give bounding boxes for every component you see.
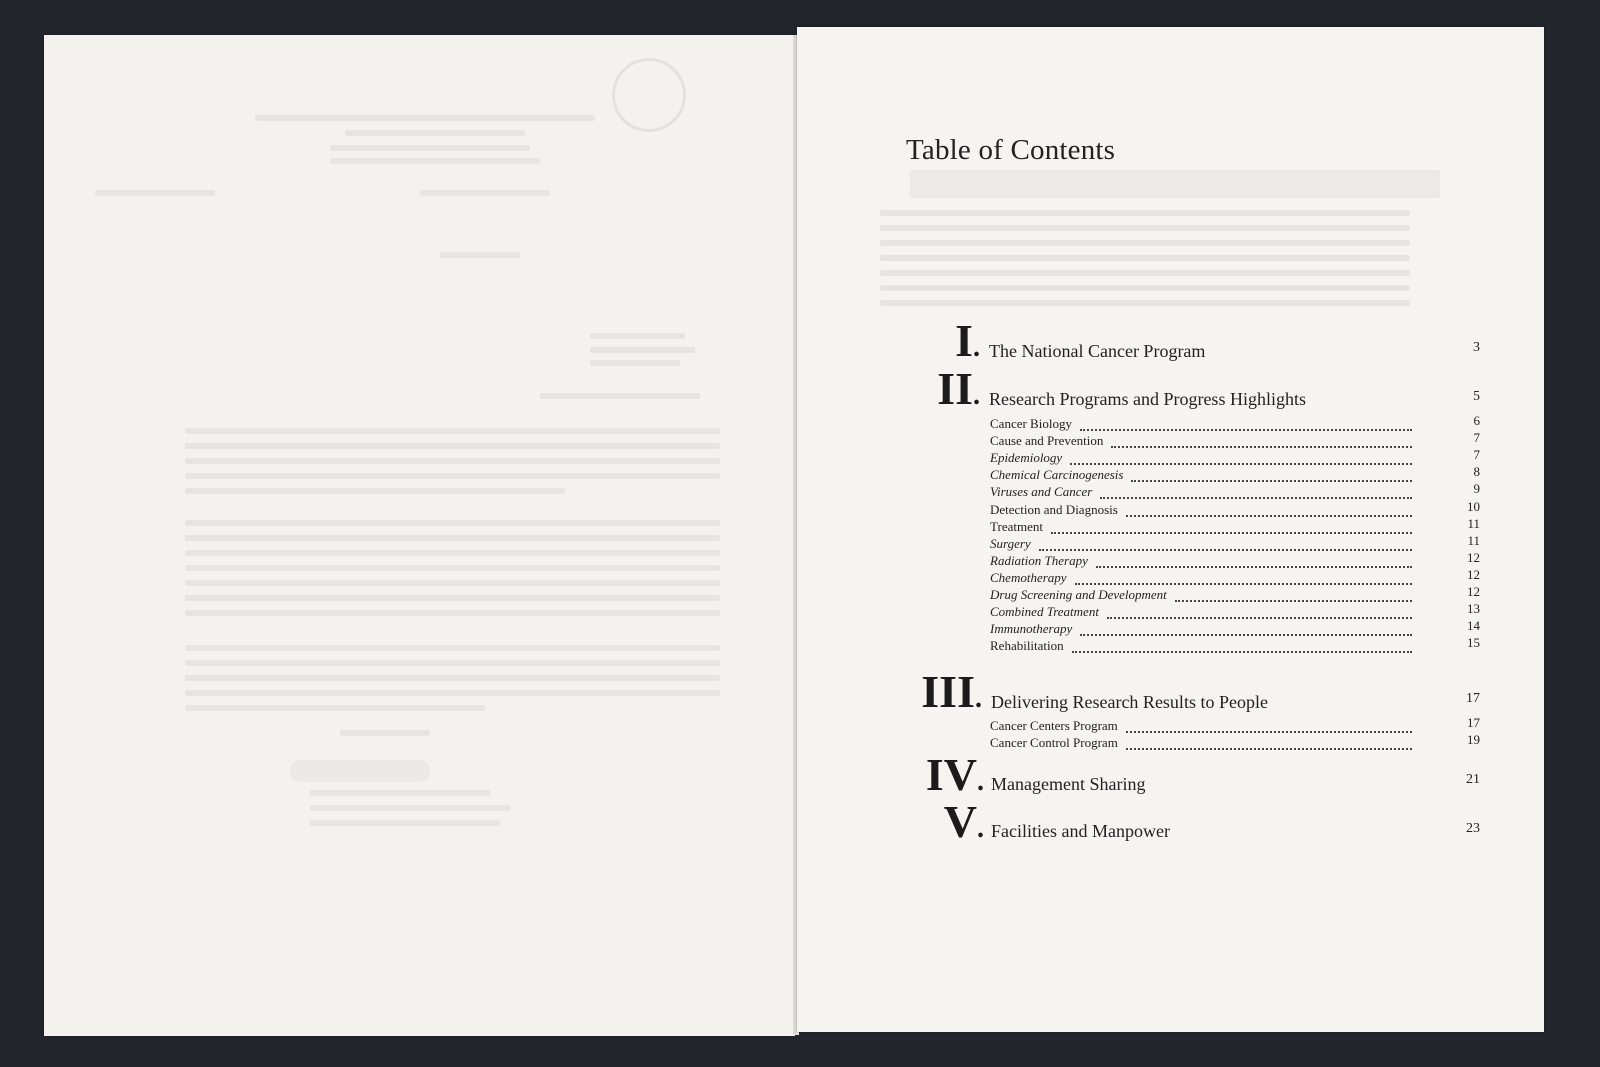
toc-entry-label: Viruses and Cancer: [990, 484, 1093, 499]
toc-entry-page: 11: [1467, 516, 1480, 531]
toc-entry-label: Cause and Prevention: [990, 433, 1104, 448]
toc-entry[interactable]: [990, 502, 1416, 520]
show-through-line: [590, 347, 695, 353]
show-through-line: [185, 675, 720, 681]
toc-entry-page: 12: [1467, 584, 1480, 599]
show-through-heading: [910, 170, 1440, 198]
toc-entry-page: 8: [1473, 464, 1480, 479]
toc-entry[interactable]: [990, 450, 1416, 468]
dot-leader: [1039, 549, 1412, 551]
toc-entry-page: 11: [1467, 533, 1480, 548]
dot-leader: [1075, 583, 1412, 585]
show-through-line: [310, 805, 510, 811]
toc-entry-page: 14: [1467, 618, 1480, 633]
toc-entry[interactable]: [990, 718, 1416, 736]
dot-leader: [1175, 600, 1412, 602]
dot-leader: [1100, 497, 1412, 499]
show-through-line: [185, 580, 720, 586]
section-page: 21: [1466, 772, 1480, 787]
show-through-line: [540, 393, 700, 399]
show-through-line: [185, 690, 720, 696]
section-title[interactable]: Management Sharing: [991, 774, 1146, 794]
show-through-line: [185, 565, 720, 571]
toc-entry-label: Rehabilitation: [990, 638, 1064, 653]
section-title[interactable]: Research Programs and Progress Highlights: [989, 389, 1306, 409]
toc-entry-page: 7: [1473, 430, 1480, 445]
toc-entry-label: Chemical Carcinogenesis: [990, 467, 1124, 482]
section-page: 5: [1473, 389, 1480, 404]
toc-entry-label: Drug Screening and Development: [990, 587, 1167, 602]
section-page: 17: [1466, 691, 1480, 706]
toc-entry[interactable]: [990, 536, 1416, 554]
seal-show-through: [612, 58, 686, 132]
toc-entry-label: Treatment: [990, 519, 1043, 534]
toc-entry-page: 10: [1467, 499, 1480, 514]
show-through-line: [330, 145, 530, 151]
toc-entry-page: 15: [1467, 635, 1480, 650]
dot-leader: [1107, 617, 1412, 619]
toc-entry-page: 7: [1473, 447, 1480, 462]
show-through-line: [590, 360, 680, 366]
dot-leader: [1096, 566, 1412, 568]
dot-leader: [1051, 532, 1412, 534]
toc-entry[interactable]: [990, 467, 1416, 485]
dot-leader: [1111, 446, 1412, 448]
dot-leader: [1126, 731, 1412, 733]
toc-entry[interactable]: [990, 433, 1416, 451]
show-through-line: [345, 130, 525, 136]
toc-entry-label: Cancer Control Program: [990, 735, 1118, 750]
toc-entry-page: 6: [1473, 413, 1480, 428]
show-through-line: [185, 488, 565, 494]
show-through-line: [185, 473, 720, 479]
toc-entry-label: Radiation Therapy: [990, 553, 1088, 568]
show-through-line: [880, 285, 1410, 291]
show-through-line: [440, 252, 520, 258]
show-through-line: [185, 645, 720, 651]
section-numeral: III.: [921, 666, 982, 717]
toc-entry[interactable]: [990, 519, 1416, 537]
show-through-line: [185, 535, 720, 541]
dot-leader: [1080, 634, 1412, 636]
show-through-line: [185, 610, 720, 616]
toc-entry-label: Immunotherapy: [990, 621, 1073, 636]
dot-leader: [1070, 463, 1412, 465]
show-through-line: [185, 428, 720, 434]
show-through-line: [880, 240, 1410, 246]
show-through-line: [185, 660, 720, 666]
dot-leader: [1080, 429, 1412, 431]
section-title[interactable]: Facilities and Manpower: [991, 821, 1170, 841]
toc-entry[interactable]: [990, 638, 1416, 656]
show-through-line: [185, 443, 720, 449]
toc-entry-label: Detection and Diagnosis: [990, 502, 1118, 517]
show-through-line: [185, 520, 720, 526]
section-numeral: I.: [955, 315, 980, 366]
section-title[interactable]: The National Cancer Program: [989, 341, 1206, 361]
show-through-line: [185, 595, 720, 601]
section-numeral: IV.: [925, 749, 984, 800]
toc-entry[interactable]: [990, 553, 1416, 571]
toc-entry-label: Cancer Centers Program: [990, 718, 1118, 733]
dot-leader: [1131, 480, 1412, 482]
show-through-line: [185, 705, 485, 711]
show-through-line: [340, 730, 430, 736]
show-through-line: [880, 210, 1410, 216]
show-through-line: [185, 458, 720, 464]
section-numeral: V.: [943, 796, 984, 847]
toc-entry-label: Surgery: [990, 536, 1031, 551]
toc-entry[interactable]: [990, 587, 1416, 605]
toc-entry[interactable]: [990, 735, 1416, 753]
section-page: 23: [1466, 821, 1480, 836]
toc-entry-label: Epidemiology: [990, 450, 1063, 465]
toc-entry-label: Chemotherapy: [990, 570, 1067, 585]
section-numeral: II.: [937, 363, 980, 414]
toc-entry-page: 9: [1473, 481, 1480, 496]
toc-entry[interactable]: [990, 621, 1416, 639]
toc-entry[interactable]: [990, 416, 1416, 434]
show-through-line: [880, 270, 1410, 276]
dot-leader: [1126, 748, 1412, 750]
show-through-line: [880, 300, 1410, 306]
toc-entry-label: Combined Treatment: [990, 604, 1099, 619]
show-through-line: [880, 255, 1410, 261]
dot-leader: [1072, 651, 1412, 653]
section-title[interactable]: Delivering Research Results to People: [991, 692, 1268, 712]
dot-leader: [1126, 515, 1412, 517]
page-title: Table of Contents: [906, 134, 1116, 166]
show-through-line: [310, 820, 500, 826]
show-through-line: [330, 158, 540, 164]
toc-entry-page: 19: [1467, 732, 1480, 747]
toc-entry-page: 12: [1467, 550, 1480, 565]
toc-entry[interactable]: [990, 604, 1416, 622]
toc-entry-label: Cancer Biology: [990, 416, 1072, 431]
section-page: 3: [1473, 340, 1480, 355]
toc-entry-page: 17: [1467, 715, 1480, 730]
show-through-line: [255, 115, 595, 121]
show-through-line: [185, 550, 720, 556]
toc-entry-page: 13: [1467, 601, 1480, 616]
toc-entry[interactable]: [990, 484, 1416, 502]
toc-entry-page: 12: [1467, 567, 1480, 582]
show-through-line: [95, 190, 215, 196]
toc-entry[interactable]: [990, 570, 1416, 588]
show-through-line: [310, 790, 490, 796]
signature-show-through: [290, 760, 430, 782]
show-through-line: [880, 225, 1410, 231]
show-through-line: [420, 190, 550, 196]
show-through-line: [590, 333, 685, 339]
